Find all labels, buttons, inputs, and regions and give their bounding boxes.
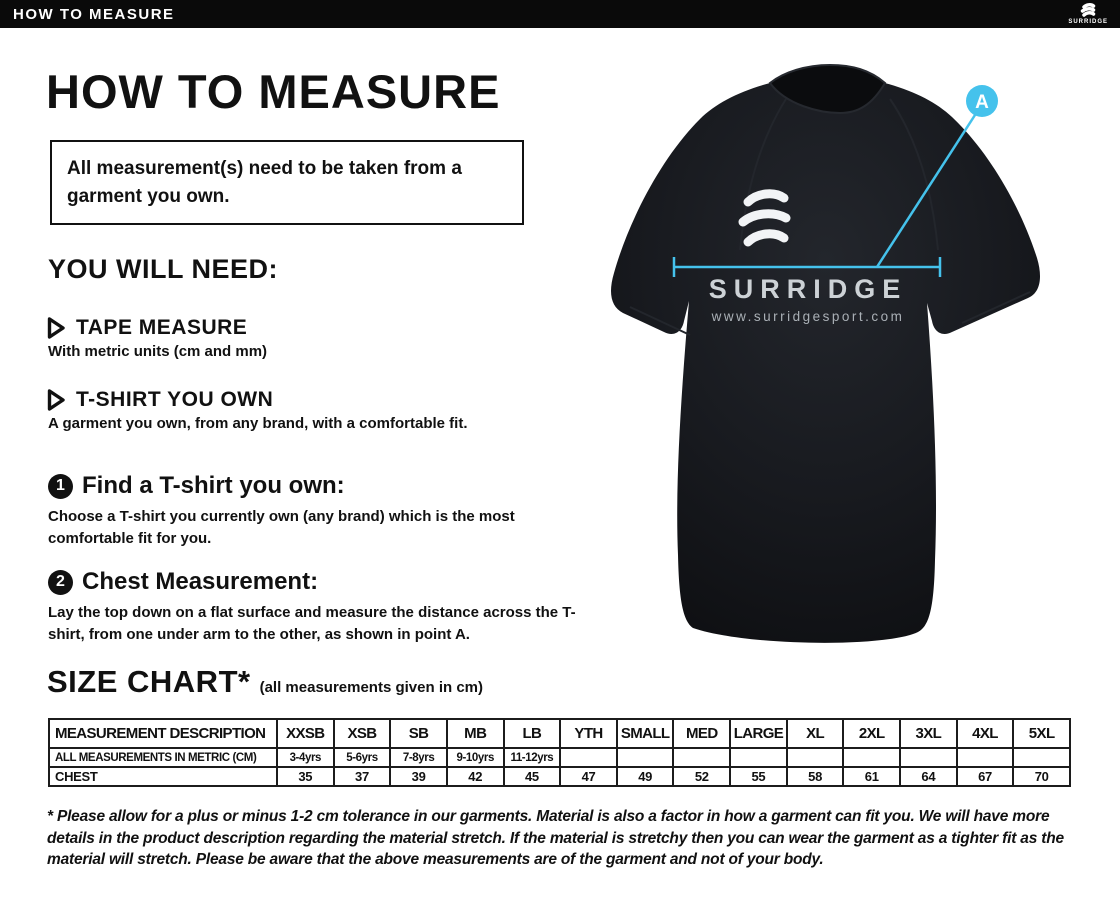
row-label-cell: CHEST (49, 767, 277, 786)
play-triangle-icon (46, 388, 66, 412)
step-title: Chest Measurement: (82, 568, 319, 595)
tshirt-body (611, 83, 1040, 643)
value-cell (843, 748, 900, 767)
step-desc: Choose a T-shirt you currently own (any brand) which is the most comfortable fit for you. (48, 508, 515, 547)
col-header-description: MEASUREMENT DESCRIPTION (49, 719, 277, 748)
need-item-desc: With metric units (cm and mm) (48, 343, 268, 360)
col-header-size: XXSB (277, 719, 334, 748)
col-header-size: LARGE (730, 719, 787, 748)
need-item-title: TAPE MEASURE (76, 316, 248, 339)
you-will-need-heading: YOU WILL NEED: (48, 254, 279, 284)
step-chest-measurement (48, 568, 588, 646)
value-cell: 42 (447, 767, 504, 786)
top-bar (0, 0, 1120, 28)
col-header-size: XL (787, 719, 844, 748)
need-item-title: T-SHIRT YOU OWN (76, 388, 274, 411)
step-number-badge: 2 (48, 570, 73, 595)
step-desc: Lay the top down on a flat surface and measure the distance across the T-shirt, from one under arm to the other, as shown in point A. (48, 604, 576, 643)
need-item-tshirt (46, 388, 566, 432)
value-cell: 11-12yrs (504, 748, 561, 767)
col-header-size: 5XL (1013, 719, 1070, 748)
col-header-size: YTH (560, 719, 617, 748)
value-cell: 49 (617, 767, 674, 786)
value-cell: 47 (560, 767, 617, 786)
tshirt-illustration (590, 55, 1090, 655)
col-header-size: SB (390, 719, 447, 748)
value-cell: 67 (957, 767, 1014, 786)
table-row (49, 767, 1070, 786)
value-cell (673, 748, 730, 767)
col-header-size: 2XL (843, 719, 900, 748)
value-cell (1013, 748, 1070, 767)
value-cell (957, 748, 1014, 767)
shirt-url-text: www.surridgesport.com (711, 309, 905, 324)
size-chart-title: SIZE CHART* (47, 664, 251, 699)
value-cell: 37 (334, 767, 391, 786)
shirt-brand-text: SURRIDGE (708, 274, 908, 304)
col-header-size: MED (673, 719, 730, 748)
step-find-tshirt (48, 472, 588, 550)
play-triangle-icon (46, 316, 66, 340)
col-header-size: 4XL (957, 719, 1014, 748)
size-chart-table (48, 718, 1071, 787)
surridge-s-icon (1077, 3, 1099, 18)
value-cell: 61 (843, 767, 900, 786)
value-cell: 52 (673, 767, 730, 786)
table-row (49, 748, 1070, 767)
col-header-size: XSB (334, 719, 391, 748)
value-cell (617, 748, 674, 767)
value-cell: 39 (390, 767, 447, 786)
value-cell: 70 (1013, 767, 1070, 786)
step-number-badge: 1 (48, 474, 73, 499)
top-bar-title: HOW TO MEASURE (13, 5, 175, 23)
value-cell (730, 748, 787, 767)
need-item-desc: A garment you own, from any brand, with a comfortable fit. (48, 415, 468, 432)
col-header-size: SMALL (617, 719, 674, 748)
value-cell: 58 (787, 767, 844, 786)
col-header-size: MB (447, 719, 504, 748)
value-cell: 55 (730, 767, 787, 786)
page-title: HOW TO MEASURE (46, 65, 501, 118)
value-cell: 7-8yrs (390, 748, 447, 767)
value-cell: 45 (504, 767, 561, 786)
size-chart-footnote: * Please allow for a plus or minus 1-2 cm tolerance in our garments. Material is also a factor in how a garment can fit you. We will have more details in the product description regarding the material stretch. If the material is stretchy then you can wear the garment as a tighter fit as the material will stretch. Please be aware that the above measurements are of the garment and not of your body. (47, 808, 1064, 869)
point-a-label: A (975, 92, 989, 113)
size-chart-subtitle: (all measurements given in cm) (259, 679, 483, 696)
value-cell: 3-4yrs (277, 748, 334, 767)
value-cell (560, 748, 617, 767)
col-header-size: 3XL (900, 719, 957, 748)
notice-box: All measurement(s) need to be taken from a garment you own. (50, 140, 524, 225)
value-cell (900, 748, 957, 767)
value-cell: 35 (277, 767, 334, 786)
value-cell: 5-6yrs (334, 748, 391, 767)
row-label-cell: ALL MEASUREMENTS IN METRIC (CM) (49, 748, 277, 767)
top-bar-brand-text: SURRIDGE (1068, 19, 1108, 25)
step-title: Find a T-shirt you own: (82, 472, 345, 499)
surridge-logo (1068, 3, 1112, 25)
col-header-size: LB (504, 719, 561, 748)
value-cell: 9-10yrs (447, 748, 504, 767)
need-item-tape-measure (46, 316, 566, 360)
value-cell: 64 (900, 767, 957, 786)
size-chart-heading-row (47, 664, 483, 700)
value-cell (787, 748, 844, 767)
